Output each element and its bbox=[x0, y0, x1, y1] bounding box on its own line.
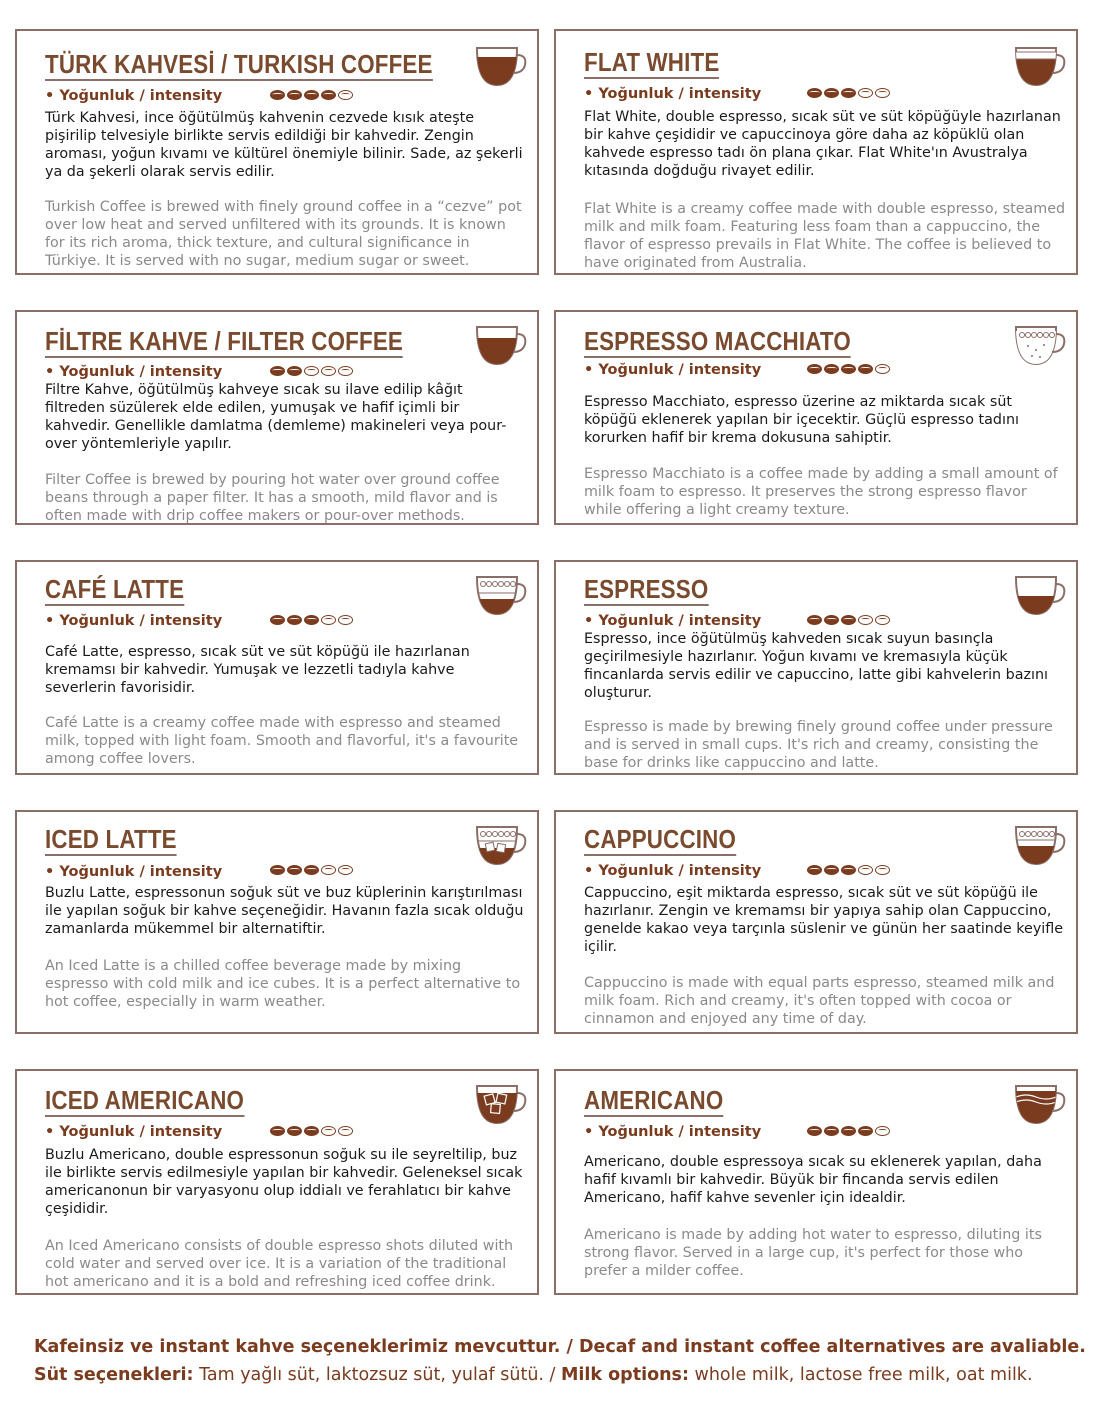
decaf-note-text: Kafeinsiz ve instant kahve seçeneklerimiz mevcuttur. / Decaf and instant coffee alternatives are avaliable. bbox=[34, 1337, 1086, 1357]
card-title: ESPRESSO MACCHIATO bbox=[584, 326, 851, 356]
bean-empty-icon bbox=[875, 615, 890, 625]
menu-card-flat-white bbox=[554, 29, 1078, 275]
milk-options-label-tr: Süt seçenekleri: bbox=[34, 1365, 194, 1385]
card-title: AMERICANO bbox=[584, 1085, 724, 1115]
bean-full-icon bbox=[287, 366, 302, 376]
bean-full-icon bbox=[824, 88, 839, 98]
bean-empty-icon bbox=[858, 88, 873, 98]
milk-options-label-en: Milk options: bbox=[561, 1365, 689, 1385]
intensity-beans bbox=[270, 1126, 353, 1136]
bean-full-icon bbox=[841, 615, 856, 625]
bean-full-icon bbox=[807, 865, 822, 875]
bean-full-icon bbox=[824, 615, 839, 625]
bean-empty-icon bbox=[875, 865, 890, 875]
intensity-label: • Yoğunluk / intensity bbox=[584, 863, 762, 879]
bean-empty-icon bbox=[858, 865, 873, 875]
bean-empty-icon bbox=[338, 615, 353, 625]
bean-full-icon bbox=[304, 90, 319, 100]
intensity-label: • Yoğunluk / intensity bbox=[45, 1124, 223, 1140]
bean-full-icon bbox=[270, 865, 285, 875]
bean-empty-icon bbox=[875, 88, 890, 98]
description-en: An Iced Latte is a chilled coffee beverage made by mixing espresso with cold milk and ice cubes. It is a perfect alternative to hot coffee, especially in warm weather. bbox=[45, 958, 521, 1010]
bean-full-icon bbox=[841, 1126, 856, 1136]
bean-full-icon bbox=[304, 615, 319, 625]
intensity-beans bbox=[270, 366, 353, 376]
bean-full-icon bbox=[270, 615, 285, 625]
macchiato-cup-icon bbox=[1012, 324, 1068, 368]
bean-full-icon bbox=[858, 364, 873, 374]
flat-white-cup-icon bbox=[1012, 45, 1068, 89]
bean-full-icon bbox=[807, 615, 822, 625]
bean-full-icon bbox=[287, 90, 302, 100]
iced-latte-cup-icon bbox=[473, 824, 529, 868]
bean-empty-icon bbox=[875, 1126, 890, 1136]
intensity-label: • Yoğunluk / intensity bbox=[584, 613, 762, 629]
bean-full-icon bbox=[858, 1126, 873, 1136]
intensity-beans bbox=[270, 90, 353, 100]
intensity-beans bbox=[807, 865, 890, 875]
intensity-label: • Yoğunluk / intensity bbox=[584, 362, 762, 378]
menu-card-cafe-latte bbox=[15, 560, 539, 775]
description-en: An Iced Americano consists of double espresso shots diluted with cold water and served over ice. It is a variation of the traditional hot americano and it is a bold and refreshing iced coffee drink. bbox=[45, 1238, 514, 1290]
bean-empty-icon bbox=[321, 615, 336, 625]
espresso-cup-icon bbox=[1012, 574, 1068, 618]
latte-cup-icon bbox=[473, 574, 529, 618]
bean-full-icon bbox=[304, 865, 319, 875]
americano-cup-icon bbox=[1012, 1083, 1068, 1127]
cappuccino-cup-icon bbox=[1012, 824, 1068, 868]
filter-coffee-cup-icon bbox=[473, 324, 529, 368]
bean-empty-icon bbox=[321, 1126, 336, 1136]
card-title: CAFÉ LATTE bbox=[45, 574, 185, 604]
menu-card-iced-americano bbox=[15, 1069, 539, 1295]
description-tr: Flat White, double espresso, sıcak süt ve süt köpüğüyle hazırlanan bir kahve çeşididir ve capuccinoya göre daha az köpüklü olan kahvede espresso tadı ön plana çıkar. Flat White'ın Avustralya kıtasında doğduğu rivayet edilir. bbox=[584, 109, 1061, 179]
bean-full-icon bbox=[287, 865, 302, 875]
description-en: Turkish Coffee is brewed with finely ground coffee in a “cezve” pot over low heat and served unfiltered with its grounds. It is known for its rich aroma, thick texture, and cultural significance in Türkiye. It is served with no sugar, medium sugar or sweet. bbox=[45, 199, 522, 269]
milk-options-text-tr: Tam yağlı süt, laktozsuz süt, yulaf sütü. / bbox=[193, 1365, 562, 1385]
description-tr: Türk Kahvesi, ince öğütülmüş kahvenin cezvede kısık ateşte pişirilip telvesiyle birlikte servis edildiği bir kahvedir. Zengin aroması, yoğun kıvamı ve kültürel önemiyle bilinir. Sade, az şekerli ya da şekerli olarak servis edilir. bbox=[45, 110, 523, 180]
bean-full-icon bbox=[270, 1126, 285, 1136]
description-en: Espresso is made by brewing finely ground coffee under pressure and is served in small cups. It's rich and creamy, consisting the base for drinks like cappuccino and latte. bbox=[584, 719, 1053, 771]
menu-card-iced-latte bbox=[15, 810, 539, 1034]
intensity-beans bbox=[807, 1126, 890, 1136]
description-en: Americano is made by adding hot water to espresso, diluting its strong flavor. Served in a large cup, it's perfect for those who prefer a milder coffee. bbox=[584, 1227, 1042, 1279]
card-title: CAPPUCCINO bbox=[584, 824, 737, 854]
bean-full-icon bbox=[270, 366, 285, 376]
description-en: Filter Coffee is brewed by pouring hot water over ground coffee beans through a paper filter. It has a smooth, mild flavor and is often made with drip coffee makers or pour-over methods. bbox=[45, 472, 500, 524]
intensity-beans bbox=[270, 615, 353, 625]
menu-card-cappuccino bbox=[554, 810, 1078, 1034]
iced-americano-cup-icon bbox=[473, 1083, 529, 1127]
intensity-label: • Yoğunluk / intensity bbox=[45, 613, 223, 629]
description-tr: Espresso, ince öğütülmüş kahveden sıcak suyun basınçla geçirilmesiyle hazırlanır. Yoğun kıvamı ve kremasıyla küçük fincanlarda servis edilir ve capuccino, latte gibi kahvelerin bazını oluşturur. bbox=[584, 631, 1048, 701]
intensity-beans bbox=[807, 88, 890, 98]
intensity-label: • Yoğunluk / intensity bbox=[584, 1124, 762, 1140]
card-title: ICED LATTE bbox=[45, 824, 177, 854]
card-title: FİLTRE KAHVE / FILTER COFFEE bbox=[45, 326, 404, 356]
card-title: TÜRK KAHVESİ / TURKISH COFFEE bbox=[45, 49, 433, 79]
menu-card-turkish-coffee bbox=[15, 29, 539, 275]
bean-full-icon bbox=[807, 364, 822, 374]
bean-full-icon bbox=[270, 90, 285, 100]
menu-card-americano bbox=[554, 1069, 1078, 1295]
bean-full-icon bbox=[824, 865, 839, 875]
intensity-label: • Yoğunluk / intensity bbox=[45, 88, 223, 104]
description-en: Espresso Macchiato is a coffee made by adding a small amount of milk foam to espresso. It preserves the strong espresso flavor while offering a light creamy texture. bbox=[584, 466, 1058, 518]
description-tr: Café Latte, espresso, sıcak süt ve süt köpüğü ile hazırlanan kremamsı bir kahvedir. Yumuşak ve lezzetli tadıyla kahve severlerin favorisidir. bbox=[45, 644, 470, 696]
card-title: ESPRESSO bbox=[584, 574, 709, 604]
bean-full-icon bbox=[841, 88, 856, 98]
intensity-beans bbox=[270, 865, 353, 875]
description-en: Café Latte is a creamy coffee made with espresso and steamed milk, topped with light foam. Smooth and flavorful, it's a favourite among coffee lovers. bbox=[45, 715, 519, 767]
turkish-coffee-cup-icon bbox=[473, 45, 529, 89]
description-tr: Buzlu Americano, double espressonun soğuk su ile seyreltilip, buz ile birlikte servis edilmesiyle yapılan bir kahvedir. Geleneksel sıcak americanonun bir varyasyonu olup iddialı ve ferahlatıcı bir kahve çeşididir. bbox=[45, 1147, 523, 1217]
description-tr: Buzlu Latte, espressonun soğuk süt ve buz küplerinin karıştırılması ile yapılan soğuk bir kahve seçeneğidir. Havanın fazla sıcak olduğu zamanlarda mükemmel bir alternatiftir. bbox=[45, 885, 524, 937]
bean-empty-icon bbox=[858, 615, 873, 625]
intensity-label: • Yoğunluk / intensity bbox=[45, 364, 223, 380]
bean-full-icon bbox=[841, 865, 856, 875]
bean-empty-icon bbox=[338, 1126, 353, 1136]
footer-decaf-note bbox=[34, 1337, 1086, 1357]
bean-full-icon bbox=[841, 364, 856, 374]
intensity-label: • Yoğunluk / intensity bbox=[45, 864, 223, 880]
bean-full-icon bbox=[321, 90, 336, 100]
bean-full-icon bbox=[304, 1126, 319, 1136]
footer-milk-options bbox=[34, 1365, 1033, 1385]
intensity-label: • Yoğunluk / intensity bbox=[584, 86, 762, 102]
description-tr: Cappuccino, eşit miktarda espresso, sıcak süt ve süt köpüğü ile hazırlanır. Zengin ve kremamsı bir yapıya sahip olan Cappuccino, genelde kakao veya tarçınla süslenir ve günün her saatinde keyifle içilir. bbox=[584, 885, 1064, 955]
description-en: Cappuccino is made with equal parts espresso, steamed milk and milk foam. Rich and creamy, it's often topped with cocoa or cinnamon and enjoyed any time of day. bbox=[584, 975, 1055, 1027]
bean-empty-icon bbox=[321, 366, 336, 376]
bean-empty-icon bbox=[304, 366, 319, 376]
milk-options-text-en: whole milk, lactose free milk, oat milk. bbox=[688, 1365, 1033, 1385]
description-en: Flat White is a creamy coffee made with double espresso, steamed milk and milk foam. Featuring less foam than a cappuccino, the flavor of espresso prevails in Flat White. The coffee is believed to have originated from Australia. bbox=[584, 201, 1066, 271]
description-tr: Americano, double espressoya sıcak su eklenerek yapılan, daha hafif kıvamlı bir kahvedir. Büyük bir fincanda servis edilen Americano, hafif kahve sevenler için idealdir. bbox=[584, 1154, 1042, 1206]
description-tr: Filtre Kahve, öğütülmüş kahveye sıcak su ilave edilip kâğıt filtreden süzülerek elde edilen, yumuşak ve hafif içimli bir kahvedir. Genellikle damlatma (demleme) makineleri veya pour-over yöntemleriyle yapılır. bbox=[45, 382, 507, 452]
card-title: FLAT WHITE bbox=[584, 47, 720, 77]
card-title: ICED AMERICANO bbox=[45, 1085, 245, 1115]
bean-full-icon bbox=[807, 88, 822, 98]
bean-full-icon bbox=[824, 1126, 839, 1136]
bean-full-icon bbox=[807, 1126, 822, 1136]
bean-empty-icon bbox=[338, 366, 353, 376]
bean-full-icon bbox=[287, 615, 302, 625]
menu-card-espresso-macchiato bbox=[554, 310, 1078, 525]
description-tr: Espresso Macchiato, espresso üzerine az miktarda sıcak süt köpüğü eklenerek yapılan bir içecektir. Güçlü espresso tadını korurken hafif bir krema dokusuna sahiptir. bbox=[584, 394, 1019, 446]
intensity-beans bbox=[807, 364, 890, 374]
bean-empty-icon bbox=[321, 865, 336, 875]
bean-full-icon bbox=[287, 1126, 302, 1136]
menu-card-espresso bbox=[554, 560, 1078, 775]
bean-empty-icon bbox=[875, 364, 890, 374]
bean-full-icon bbox=[824, 364, 839, 374]
intensity-beans bbox=[807, 615, 890, 625]
bean-empty-icon bbox=[338, 865, 353, 875]
menu-card-filter-coffee bbox=[15, 310, 539, 525]
bean-empty-icon bbox=[338, 90, 353, 100]
